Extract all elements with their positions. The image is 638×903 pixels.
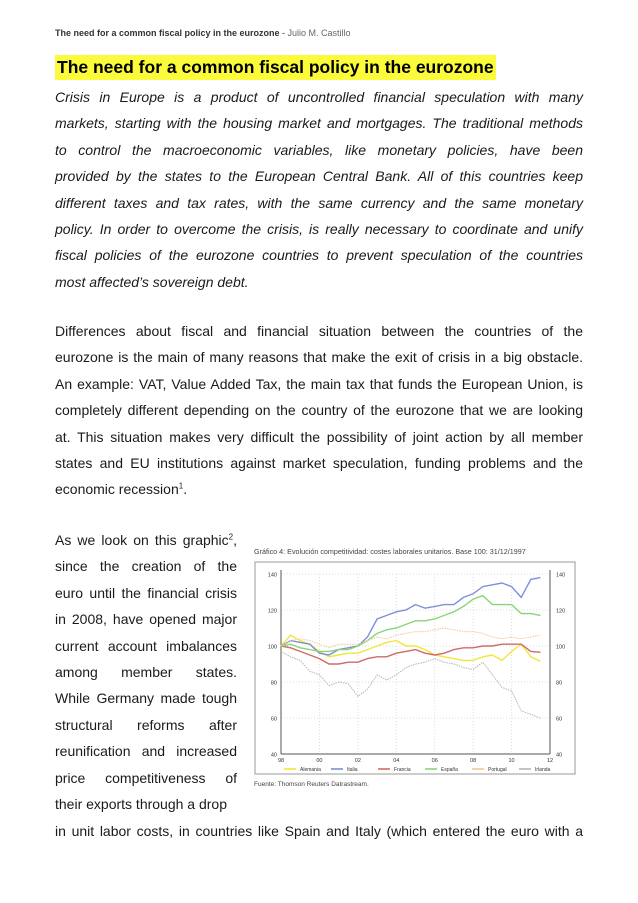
running-header-title: The need for a common fiscal policy in the eurozone [55, 28, 280, 38]
text-line [55, 712, 237, 738]
x-tick-label: 10 [508, 758, 515, 764]
line-text: since the creation of the [55, 558, 237, 575]
y-tick-label-left: 100 [267, 644, 277, 651]
legend-label: Francia [394, 767, 411, 773]
text-line [55, 818, 583, 844]
line-text: An example: VAT, Value Added Tax, the main tax that funds the European Union, is [55, 375, 583, 392]
x-tick-label: 12 [546, 758, 554, 764]
line-text: policy. In order to overcome the crisis, is really necessary to coordinate and unify [55, 220, 583, 237]
y-tick-label-right: 140 [556, 572, 566, 579]
line-text: eurozone is the main of many reasons that make the exit of crisis in a big obstacle. [55, 349, 583, 366]
chart-frame [255, 562, 575, 774]
text-line [55, 110, 583, 136]
x-tick-label: 02 [354, 758, 361, 764]
running-header-separator: - [279, 28, 288, 38]
line-text: As we look on this graphic [55, 532, 229, 548]
y-tick-label-left: 60 [270, 716, 277, 723]
paragraph-3 [55, 527, 237, 817]
line-text: price competitiveness of [55, 769, 237, 786]
text-line [55, 765, 237, 791]
line-text: among member states. [55, 663, 237, 680]
text-line [55, 450, 583, 476]
text-line [55, 163, 583, 189]
text-line [55, 685, 237, 711]
x-tick-label: 08 [470, 758, 477, 764]
x-tick-label: 06 [431, 758, 438, 764]
legend-label: España [441, 767, 458, 773]
line-text: to control the macroeconomic variables, like monetary policies, have been [55, 141, 583, 158]
line-text-tail: , [233, 532, 237, 548]
legend-label: Portugal [488, 767, 507, 773]
line-text: Crisis in Europe is a product of uncontrolled financial speculation with many [55, 89, 583, 105]
competitiveness-chart [250, 540, 580, 790]
text-line [55, 242, 583, 268]
text-line [55, 476, 583, 502]
y-tick-label-right: 100 [556, 644, 566, 651]
paragraph-3-continued [55, 818, 583, 844]
text-line [55, 606, 237, 632]
line-text: different taxes and tax rates, with the same currency and the same monetary [55, 194, 583, 211]
y-tick-label-right: 60 [556, 716, 563, 723]
line-text: at. This situation makes very difficult the possibility of joint action by all member [55, 428, 583, 445]
text-line [55, 553, 237, 579]
y-tick-label-left: 40 [270, 752, 277, 759]
text-line [55, 137, 583, 163]
text-line [55, 84, 583, 110]
y-tick-label-right: 120 [556, 608, 566, 615]
line-text: most affected’s sovereign debt. [55, 273, 249, 290]
legend-label: Alemania [300, 767, 321, 773]
footnote-ref[interactable]: 2 [228, 532, 234, 542]
text-line [55, 527, 237, 553]
line-text: completely different depending on the country of the eurozone that we are looking [55, 402, 583, 419]
y-tick-label-right: 80 [556, 680, 563, 687]
y-tick-label-left: 120 [267, 608, 277, 615]
text-line [55, 371, 583, 397]
chart-source: Fuente: Thomson Reuters Datrastream. [254, 781, 369, 788]
text-line [55, 190, 583, 216]
line-text: states and EU institutions against market speculation, funding problems and the [55, 454, 583, 471]
line-text: reunification and increased [55, 743, 237, 760]
line-text: euro until the financial crisis [55, 584, 237, 601]
text-line [55, 738, 237, 764]
y-tick-label-right: 40 [556, 752, 563, 759]
line-text: their exports through a drop [55, 795, 227, 812]
line-text: markets, starting with the housing market and mortgages. The traditional methods [55, 115, 583, 132]
text-line [55, 397, 583, 423]
line-text-tail: . [183, 481, 188, 498]
text-line [55, 580, 237, 606]
line-text: current account imbalances [55, 637, 237, 654]
line-text: in unit labor costs, in countries like Spain and Italy (which entered the euro with a [55, 823, 583, 839]
page-title: The need for a common fiscal policy in the eurozone [55, 55, 496, 80]
text-line [55, 424, 583, 450]
running-header [55, 28, 351, 38]
text-line [55, 659, 237, 685]
line-text: Differences about fiscal and financial situation between the countries of the [55, 323, 583, 339]
text-line [55, 791, 237, 817]
x-tick-label: 00 [316, 758, 323, 764]
line-text: economic recession [55, 481, 179, 498]
legend-label: Italia [347, 767, 358, 773]
line-text: provided by the states to the European Central Bank. All of this countries keep [55, 168, 583, 185]
text-line [55, 633, 237, 659]
running-header-author: Julio M. Castillo [287, 28, 351, 38]
line-text: structural reforms after [55, 716, 237, 733]
chart-title: Gráfico 4: Evolución competitividad: costes laborales unitarios. Base 100: 31/12/1997 [254, 547, 526, 556]
x-tick-label: 04 [393, 758, 400, 764]
line-text: fiscal policies of the eurozone countries to prevent speculation of the countries [55, 247, 583, 264]
y-tick-label-left: 80 [270, 680, 277, 687]
text-line [55, 344, 583, 370]
paragraph-2 [55, 318, 583, 503]
footnote-ref[interactable]: 1 [178, 481, 184, 491]
line-text: While Germany made tough [55, 690, 237, 707]
text-line [55, 216, 583, 242]
legend-label: Irlanda [535, 767, 551, 773]
x-tick-label: 98 [277, 758, 285, 764]
line-text: in 2008, have opened major [55, 611, 237, 628]
text-line [55, 318, 583, 344]
y-tick-label-left: 140 [267, 572, 277, 579]
text-line [55, 269, 583, 295]
paragraph-1 [55, 84, 583, 295]
